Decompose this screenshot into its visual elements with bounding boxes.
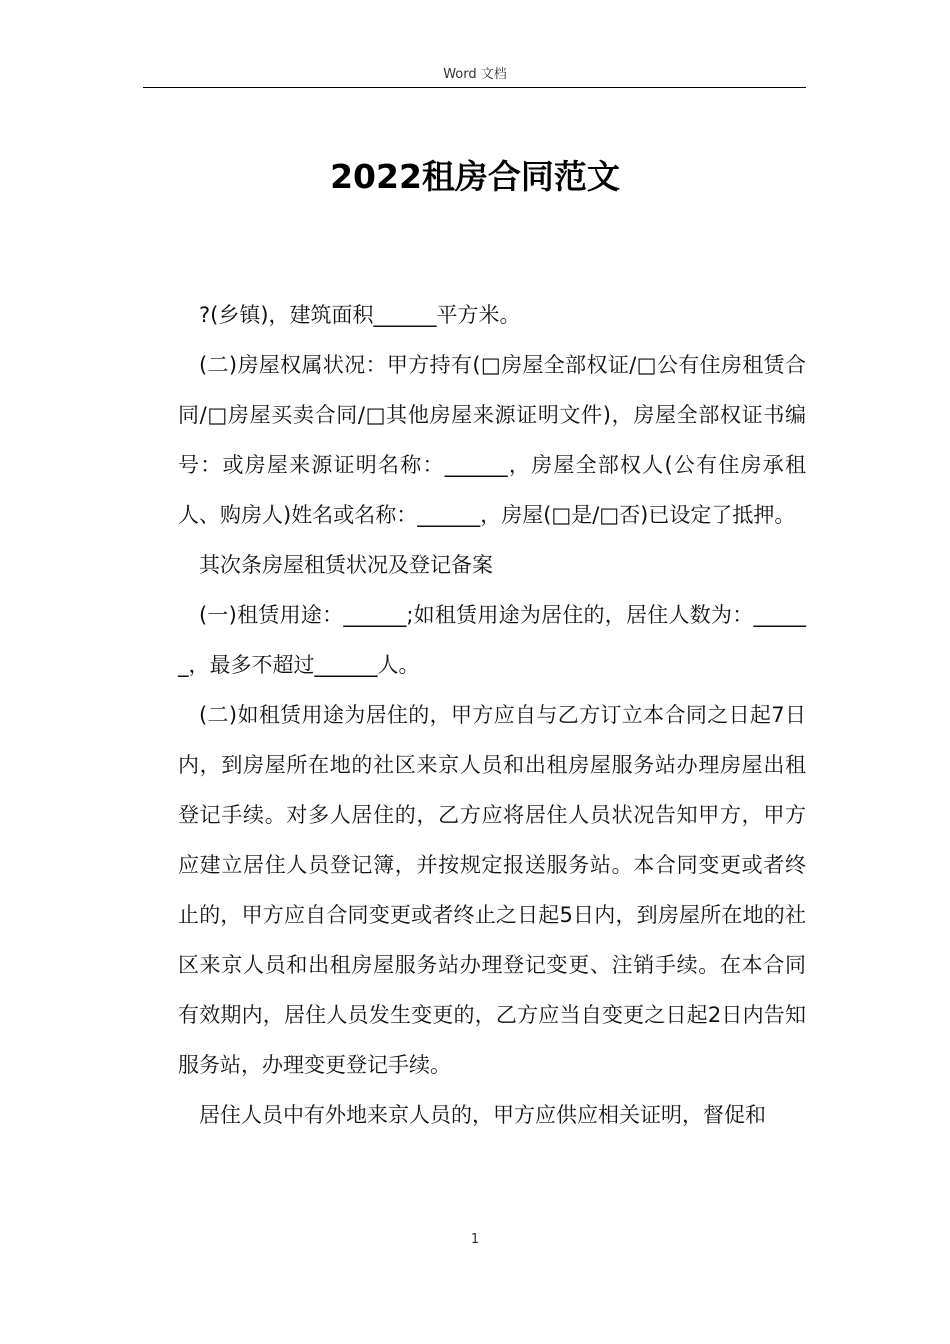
- document-body: [178, 290, 806, 1140]
- paragraph: (一)租赁用途：______;如租赁用途为居住的，居住人数为：______，最多不超过______人。: [178, 603, 806, 677]
- page-header: Word 文档: [443, 67, 507, 82]
- paragraph: 其次条房屋租赁状况及登记备案: [199, 553, 493, 577]
- page-number: 1: [470, 1232, 480, 1247]
- paragraph: (二)房屋权属状况：甲方持有(□房屋全部权证/□公有住房租赁合同/□房屋买卖合同/□其他房屋来源证明文件)，房屋全部权证书编号：或房屋来源证明名称：______，房屋全部权人(公有住房承租人、购房人)姓名或名称：______，房屋(□是/□否)已设定了抵押。: [178, 353, 806, 527]
- paragraph: ?(乡镇)，建筑面积______平方米。: [199, 303, 521, 327]
- document-title: 2022租房合同范文: [330, 157, 620, 196]
- paragraph: (二)如租赁用途为居住的，甲方应自与乙方订立本合同之日起7日内，到房屋所在地的社区来京人员和出租房屋服务站办理房屋出租登记手续。对多人居住的，乙方应将居住人员状况告知甲方，甲方应建立居住人员登记簿，并按规定报送服务站。本合同变更或者终止的，甲方应自合同变更或者终止之日起5日内，到房屋所在地的社区来京人员和出租房屋服务站办理登记变更、注销手续。在本合同有效期内，居住人员发生变更的，乙方应当自变更之日起2日内告知服务站，办理变更登记手续。: [178, 703, 806, 1077]
- paragraph: 居住人员中有外地来京人员的，甲方应供应相关证明，督促和: [199, 1103, 766, 1127]
- header-divider: [143, 87, 806, 88]
